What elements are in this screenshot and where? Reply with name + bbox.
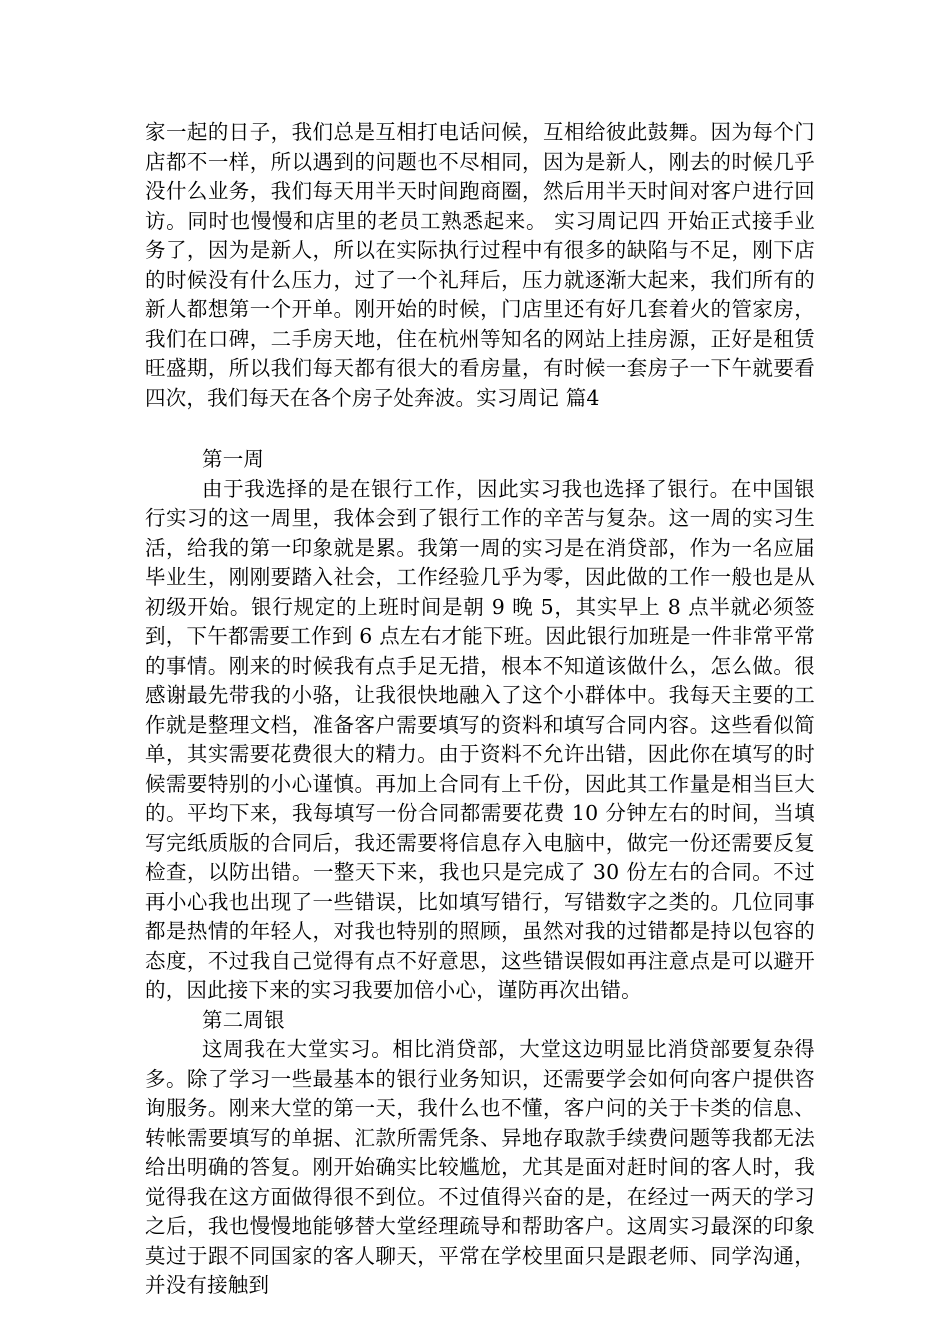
continuation-paragraph: 家一起的日子，我们总是互相打电话问候，互相给彼此鼓舞。因为每个门店都不一样，所以遇到的问题也不尽相同，因为是新人，刚去的时候几乎没什么业务，我们每天用半天时间跑商圈，然后用半天时间对客户进行回访。同时也慢慢和店里的老员工熟悉起来。 实习周记四 开始正式接手业务了，因为是新人，所以在实际执行过程中有很多的缺陷与不足，刚下店的时候没有什么压力，过了一个礼拜后，压力就逐渐大起来，我们所有的新人都想第一个开单。刚开始的时候，门店里还有好几套着火的管家房，我们在口碑，二手房天地，住在杭州等知名的网站上挂房源，正好是租赁旺盛期，所以我们每天都有很大的看房量，有时候一套房子一下午就要看四次，我们每天在各个房子处奔波。实习周记 篇4 xyxy=(145,120,815,410)
week2-paragraph: 这周我在大堂实习。相比消贷部，大堂这边明显比消贷部要复杂得多。除了学习一些最基本的银行业务知识，还需要学会如何向客户提供咨询服务。刚来大堂的第一天，我什么也不懂，客户问的关于卡类的信息、转帐需要填写的单据、汇款所需凭条、异地存取款手续费问题等我都无法给出明确的答复。刚开始确实比较尴尬，尤其是面对赶时间的客人时，我觉得我在这方面做得很不到位。不过值得兴奋的是，在经过一两天的学习之后，我也慢慢地能够替大堂经理疏导和帮助客户。这周实习最深的印象莫过于跟不同国家的客人聊天，平常在学校里面只是跟老师、同学沟通，并没有接触到 xyxy=(145,1037,815,1297)
week-report-section xyxy=(145,445,815,1301)
continuation-section xyxy=(145,118,815,413)
week1-heading: 第一周 xyxy=(202,447,265,471)
week1-paragraph: 由于我选择的是在银行工作，因此实习我也选择了银行。在中国银行实习的这一周里，我体会到了银行工作的辛苦与复杂。这一周的实习生活，给我的第一印象就是累。我第一周的实习是在消贷部，作为一名应届毕业生，刚刚要踏入社会，工作经验几乎为零，因此做的工作一般也是从初级开始。银行规定的上班时间是朝 9 晚 5，其实早上 8 点半就必须签到，下午都需要工作到 6 点左右才能下班。因此银行加班是一件非常平常的事情。刚来的时候我有点手足无措，根本不知道该做什么，怎么做。很感谢最先带我的小骆，让我很快地融入了这个小群体中。我每天主要的工作就是整理文档，准备客户需要填写的资料和填写合同内容。这些看似简单，其实需要花费很大的精力。由于资料不允许出错，因此你在填写的时候需要特别的小心谨慎。再加上合同有上千份，因此其工作量是相当巨大的。平均下来，我每填写一份合同都需要花费 10 分钟左右的时间，当填写完纸质版的合同后，我还需要将信息存入电脑中，做完一份还需要反复检查，以防出错。一整天下来，我也只是完成了 30 份左右的合同。不过再小心我也出现了一些错误，比如填写错行，写错数字之类的。几位同事都是热情的年轻人，对我也特别的照顾，虽然对我的过错都是持以包容的态度，不过我自己觉得有点不好意思，这些错误假如再注意点是可以避开的，因此接下来的实习我要加倍小心，谨防再次出错。 xyxy=(145,476,815,1002)
week2-heading: 第二周银 xyxy=(202,1007,285,1032)
